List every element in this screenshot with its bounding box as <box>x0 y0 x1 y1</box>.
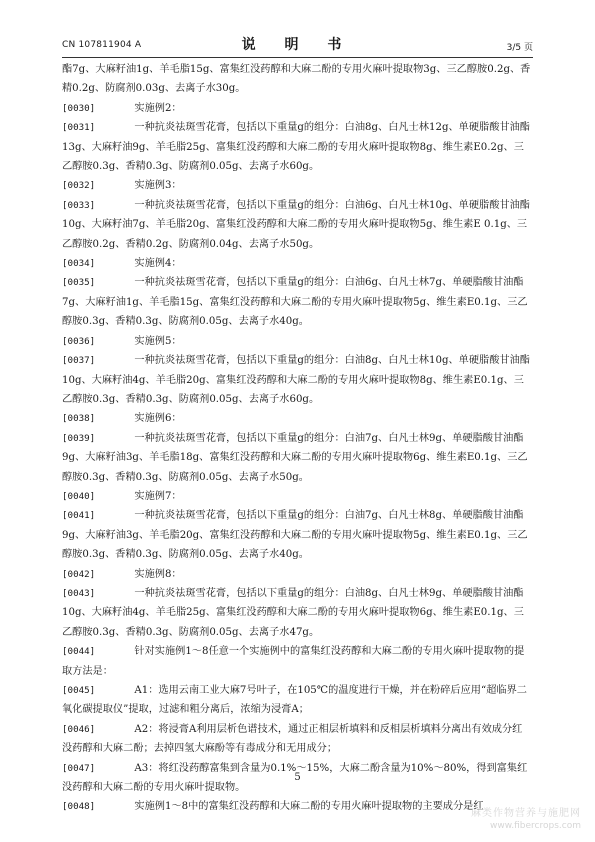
paragraph-text: 一种抗炎祛斑雪花膏，包括以下重量g的组分：白油7g、白凡士林9g、单硬脂酸甘油酯9g、大麻籽油3g、羊毛脂18g、富集红没药醇和大麻二酚的专用火麻叶提取物6g、维生素E0.1g、三乙醇胺0.3g、香精0.3g、防腐剂0.05g、去离子水50g。 <box>62 432 528 483</box>
paragraph <box>62 351 532 409</box>
paragraph-number: [0036] <box>62 335 96 347</box>
paragraph <box>62 196 532 254</box>
paragraph-text: 实施例8： <box>134 568 182 580</box>
paragraph-text: 实施例4： <box>134 258 182 270</box>
paragraph-number: [0031] <box>62 122 96 134</box>
paragraph-number: [0047] <box>62 762 96 774</box>
page-number: 5 <box>294 772 301 783</box>
paragraph <box>62 797 532 816</box>
document-body <box>62 60 532 817</box>
watermark-url: www.fibercrops.com <box>490 821 581 831</box>
paragraph <box>62 409 532 428</box>
paragraph-number: [0042] <box>62 568 96 580</box>
paragraph-text: 实施例1～8中的富集红没药醇和大麻二酚的专用火麻叶提取物的主要成分是红 <box>134 801 484 813</box>
paragraph-number: [0046] <box>62 723 96 735</box>
watermark <box>471 808 581 832</box>
paragraph <box>62 487 532 506</box>
page-indicator: 3/5 页 <box>506 43 533 53</box>
paragraph <box>62 720 532 759</box>
paragraph <box>62 642 532 681</box>
header-rule <box>62 57 533 58</box>
paragraph-number: [0040] <box>62 490 96 502</box>
paragraph <box>62 118 532 176</box>
paragraph <box>62 176 532 195</box>
paragraph-number: [0043] <box>62 587 96 599</box>
paragraph-text: 一种抗炎祛斑雪花膏，包括以下重量g的组分：白油7g、白凡士林8g、单硬脂酸甘油酯9g、大麻籽油3g、羊毛脂20g、富集红没药醇和大麻二酚的专用火麻叶提取物5g、维生素E0.1g、三乙醇胺0.3g、香精0.3g、防腐剂0.05g、去离子水40g。 <box>62 510 528 561</box>
paragraph-number: [0039] <box>62 432 96 444</box>
paragraph-text: 实施例5： <box>134 335 182 347</box>
paragraph <box>62 273 532 331</box>
paragraph-number: [0034] <box>62 258 96 270</box>
paragraph <box>62 60 532 99</box>
paragraph-number: [0048] <box>62 801 96 813</box>
publication-number: CN 107811904 A <box>62 40 142 50</box>
paragraph-text: 一种抗炎祛斑雪花膏，包括以下重量g的组分：白油8g、白凡士林12g、单硬脂酸甘油酯13g、大麻籽油9g、羊毛脂25g、富集红没药醇和大麻二酚的专用火麻叶提取物8g、维生素E0.2g、三乙醇胺0.3g、香精0.3g、防腐剂0.05g、去离子水60g。 <box>62 122 530 173</box>
paragraph-text: A3：将红没药醇富集到含量为0.1%～15%，大麻二酚含量为10%～80%，得到富集红没药醇和大麻二酚的专用火麻叶提取物。 <box>62 762 528 794</box>
paragraph-number: [0037] <box>62 355 96 367</box>
paragraph <box>62 681 532 720</box>
paragraph-text: 一种抗炎祛斑雪花膏，包括以下重量g的组分：白油8g、白凡士林9g、单硬脂酸甘油酯10g、大麻籽油4g、羊毛脂25g、富集红没药醇和大麻二酚的专用火麻叶提取物6g、维生素E0.1g、三乙醇胺0.3g、香精0.3g、防腐剂0.05g、去离子水47g。 <box>62 587 524 638</box>
paragraph <box>62 584 532 642</box>
paragraph-text: 实施例6： <box>134 413 182 425</box>
paragraph-number: [0045] <box>62 685 96 696</box>
paragraph-number: [0032] <box>62 180 96 192</box>
paragraph <box>62 254 532 273</box>
paragraph-text: A1：选用云南工业大麻7号叶子，在105℃的温度进行干燥，并在粉碎后应用“超临界二氧化碳提取仪”提取，过滤和粗分离后，浓缩为浸膏A； <box>62 685 527 716</box>
paragraph-number: [0035] <box>62 277 96 289</box>
paragraph-text: 一种抗炎祛斑雪花膏，包括以下重量g的组分：白油8g、白凡士林10g、单硬脂酸甘油酯10g、大麻籽油4g、羊毛脂20g、富集红没药醇和大麻二酚的专用火麻叶提取物8g、维生素E0.1g、三乙醇胺0.3g、香精0.3g、防腐剂0.05g、去离子水60g。 <box>62 355 530 405</box>
paragraph-number: [0030] <box>62 102 96 114</box>
paragraph-text: A2：将浸膏A利用层析色谱技术，通过正相层析填料和反相层析填料分离出有效成分红没药醇和大麻二酚；去掉四氢大麻酚等有毒成分和无用成分； <box>62 723 523 755</box>
paragraph <box>62 565 532 584</box>
paragraph-text: 实施例7： <box>134 490 182 502</box>
paragraph <box>62 429 532 487</box>
watermark-site-name: 麻类作物营养与施肥网 <box>471 808 581 819</box>
paragraph-text: 一种抗炎祛斑雪花膏，包括以下重量g的组分：白油6g、白凡士林10g、单硬脂酸甘油酯10g、大麻籽油7g、羊毛脂20g、富集红没药醇和大麻二酚的专用火麻叶提取物5g、维生素E 0.1g、三乙醇胺0.2g、香精0.2g、防腐剂0.04g、去离子水50g。 <box>62 199 530 250</box>
paragraph-number: [0033] <box>62 199 96 211</box>
paragraph-text: 一种抗炎祛斑雪花膏，包括以下重量g的组分：白油6g、白凡士林7g、单硬脂酸甘油酯7g、大麻籽油1g、羊毛脂15g、富集红没药醇和大麻二酚的专用火麻叶提取物5g、维生素E0.1g、三乙醇胺0.3g、香精0.3g、防腐剂0.05g、去离子水40g。 <box>62 277 528 328</box>
paragraph-text: 酯7g、大麻籽油1g、羊毛脂15g、富集红没药醇和大麻二酚的专用火麻叶提取物3g、三乙醇胺0.2g、香精0.2g、防腐剂0.03g、去离子水30g。 <box>62 64 531 95</box>
paragraph-text: 针对实施例1～8任意一个实施例中的富集红没药醇和大麻二酚的专用火麻叶提取物的提取方法是： <box>62 646 525 677</box>
paragraph-number: [0044] <box>62 646 96 658</box>
paragraph <box>62 99 532 118</box>
document-title: 说 明 书 <box>241 37 354 53</box>
paragraph <box>62 506 532 564</box>
paragraph-text: 实施例2： <box>134 102 182 114</box>
paragraph-number: [0041] <box>62 510 96 522</box>
paragraph-text: 实施例3： <box>134 180 182 192</box>
page-header <box>62 34 533 54</box>
paragraph-number: [0038] <box>62 413 96 425</box>
paragraph <box>62 332 532 351</box>
